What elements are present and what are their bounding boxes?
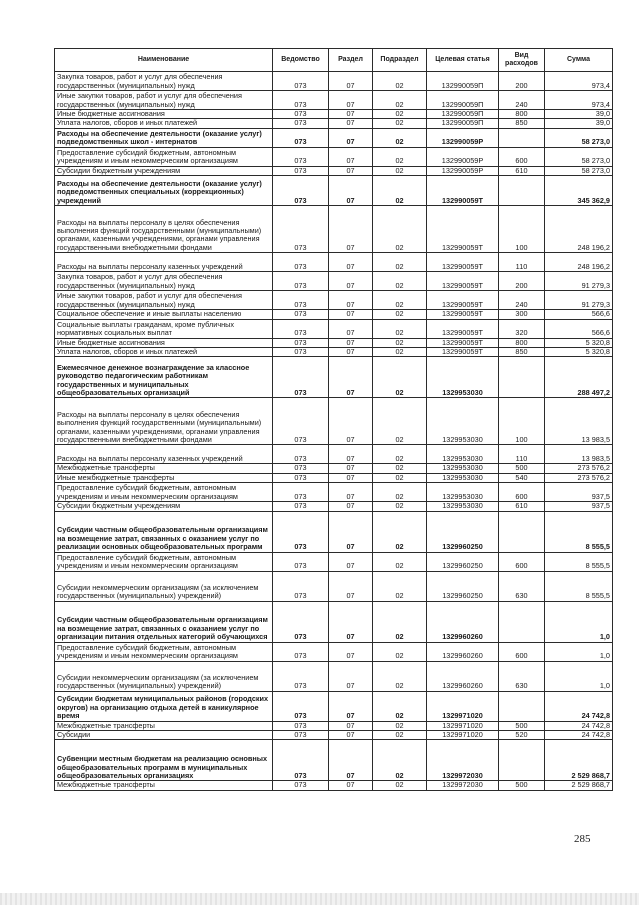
row-subsection: 02 (373, 338, 427, 347)
row-ministry: 073 (273, 166, 329, 175)
row-sum: 973,4 (545, 91, 613, 110)
row-target-article: 1329953030 (427, 445, 499, 464)
row-target-article: 1329960260 (427, 661, 499, 691)
row-section: 07 (329, 398, 373, 445)
row-subsection: 02 (373, 291, 427, 310)
row-ministry: 073 (273, 348, 329, 357)
row-name: Уплата налогов, сборов и иных платежей (55, 348, 273, 357)
row-sum: 1,0 (545, 601, 613, 642)
table-row (55, 571, 613, 601)
row-expense-type: 110 (499, 253, 545, 272)
table-row (55, 119, 613, 128)
row-subsection: 02 (373, 601, 427, 642)
row-target-article: 1329953030 (427, 502, 499, 511)
row-target-article: 1329971020 (427, 731, 499, 740)
row-section: 07 (329, 601, 373, 642)
row-name: Социальное обеспечение и иные выплаты населению (55, 310, 273, 319)
row-subsection: 02 (373, 253, 427, 272)
row-target-article: 1329972030 (427, 781, 499, 790)
row-section: 07 (329, 128, 373, 147)
row-section: 07 (329, 348, 373, 357)
row-name: Расходы на обеспечение деятельности (оказание услуг) подведомственных специальных (коррекционных) учреждений (55, 176, 273, 206)
row-subsection: 02 (373, 445, 427, 464)
row-expense-type: 110 (499, 445, 545, 464)
row-expense-type: 610 (499, 166, 545, 175)
row-ministry: 073 (273, 464, 329, 473)
row-target-article: 132990059Т (427, 206, 499, 253)
row-target-article: 132990059Т (427, 348, 499, 357)
row-ministry: 073 (273, 445, 329, 464)
row-sum: 2 529 868,7 (545, 781, 613, 790)
table-row (55, 511, 613, 552)
row-name: Предоставление субсидий бюджетным, автономным учреждениям и иным некоммерческим организациям (55, 552, 273, 571)
row-subsection: 02 (373, 176, 427, 206)
row-name: Субсидии некоммерческим организациям (за исключением государственных (муниципальных) учреждений) (55, 571, 273, 601)
row-name: Субвенции местным бюджетам на реализацию основных общеобразовательных программ в муниципальных общеобразовательных организациях (55, 740, 273, 781)
row-target-article: 132990059Т (427, 319, 499, 338)
row-sum: 13 983,5 (545, 398, 613, 445)
table-row (55, 166, 613, 175)
table-row (55, 310, 613, 319)
table-row (55, 357, 613, 398)
row-section: 07 (329, 721, 373, 730)
row-subsection: 02 (373, 319, 427, 338)
row-name: Иные бюджетные ассигнования (55, 338, 273, 347)
row-subsection: 02 (373, 119, 427, 128)
row-target-article: 132990059П (427, 110, 499, 119)
row-name: Субсидии бюджетам муниципальных районов (городских округов) на организацию отдыха детей в каникулярное время (55, 691, 273, 721)
row-sum: 5 320,8 (545, 338, 613, 347)
row-name: Закупка товаров, работ и услуг для обеспечения государственных (муниципальных) нужд (55, 272, 273, 291)
row-expense-type (499, 176, 545, 206)
table-row (55, 740, 613, 781)
row-sum: 288 497,2 (545, 357, 613, 398)
table-row (55, 721, 613, 730)
row-expense-type (499, 601, 545, 642)
row-name: Субсидии частным общеобразовательным организациям на возмещение затрат, связанных с оказанием услуг по организации питания отдельных категорий обучающихся (55, 601, 273, 642)
row-section: 07 (329, 502, 373, 511)
row-expense-type: 200 (499, 72, 545, 91)
row-target-article: 1329953030 (427, 473, 499, 482)
row-section: 07 (329, 110, 373, 119)
table-row (55, 291, 613, 310)
row-target-article: 1329960250 (427, 552, 499, 571)
row-name: Иные бюджетные ассигнования (55, 110, 273, 119)
row-ministry: 073 (273, 781, 329, 790)
row-ministry: 073 (273, 740, 329, 781)
row-target-article: 1329972030 (427, 740, 499, 781)
row-ministry: 073 (273, 502, 329, 511)
row-subsection: 02 (373, 464, 427, 473)
row-expense-type: 240 (499, 91, 545, 110)
row-ministry: 073 (273, 310, 329, 319)
row-sum: 5 320,8 (545, 348, 613, 357)
row-name: Субсидии некоммерческим организациям (за исключением государственных (муниципальных) учреждений) (55, 661, 273, 691)
row-expense-type (499, 357, 545, 398)
row-section: 07 (329, 661, 373, 691)
row-ministry: 073 (273, 319, 329, 338)
row-name: Иные закупки товаров, работ и услуг для обеспечения государственных (муниципальных) нужд (55, 291, 273, 310)
row-expense-type: 850 (499, 119, 545, 128)
row-subsection: 02 (373, 731, 427, 740)
row-name: Расходы на выплаты персоналу казенных учреждений (55, 445, 273, 464)
row-ministry: 073 (273, 91, 329, 110)
row-ministry: 073 (273, 357, 329, 398)
header-name: Наименование (55, 49, 273, 72)
row-ministry: 073 (273, 291, 329, 310)
row-ministry: 073 (273, 721, 329, 730)
row-ministry: 073 (273, 642, 329, 661)
row-name: Расходы на выплаты персоналу в целях обеспечения выполнения функций государственными (муниципальными) органами, казенными учреждениями, органами управления государственными внебюджетными фондами (55, 206, 273, 253)
row-subsection: 02 (373, 721, 427, 730)
scan-edge (0, 893, 639, 905)
row-ministry: 073 (273, 119, 329, 128)
table-row (55, 552, 613, 571)
row-expense-type: 850 (499, 348, 545, 357)
table-header-row (55, 49, 613, 72)
row-ministry: 073 (273, 483, 329, 502)
table-row (55, 319, 613, 338)
row-subsection: 02 (373, 552, 427, 571)
row-sum: 39,0 (545, 110, 613, 119)
row-ministry: 073 (273, 691, 329, 721)
row-name: Межбюджетные трансферты (55, 464, 273, 473)
header-section: Раздел (329, 49, 373, 72)
row-expense-type: 610 (499, 502, 545, 511)
row-sum: 973,4 (545, 72, 613, 91)
row-sum: 248 196,2 (545, 253, 613, 272)
row-sum: 58 273,0 (545, 166, 613, 175)
row-expense-type: 520 (499, 731, 545, 740)
row-subsection: 02 (373, 206, 427, 253)
row-target-article: 132990059Т (427, 310, 499, 319)
row-subsection: 02 (373, 91, 427, 110)
row-subsection: 02 (373, 72, 427, 91)
header-expense-type: Вид расходов (499, 49, 545, 72)
row-ministry: 073 (273, 601, 329, 642)
row-section: 07 (329, 119, 373, 128)
header-subsection: Подраздел (373, 49, 427, 72)
row-name: Предоставление субсидий бюджетным, автономным учреждениям и иным некоммерческим организациям (55, 483, 273, 502)
budget-table (54, 48, 613, 791)
row-subsection: 02 (373, 128, 427, 147)
row-target-article: 132990059Р (427, 166, 499, 175)
row-sum: 273 576,2 (545, 473, 613, 482)
table-row (55, 272, 613, 291)
row-target-article: 132990059Т (427, 176, 499, 206)
row-target-article: 132990059П (427, 72, 499, 91)
row-section: 07 (329, 272, 373, 291)
page-number: 285 (574, 833, 591, 845)
row-sum: 248 196,2 (545, 206, 613, 253)
row-target-article: 1329953030 (427, 357, 499, 398)
row-section: 07 (329, 464, 373, 473)
row-subsection: 02 (373, 571, 427, 601)
table-row (55, 206, 613, 253)
row-subsection: 02 (373, 357, 427, 398)
row-name: Предоставление субсидий бюджетным, автономным учреждениям и иным некоммерческим организациям (55, 642, 273, 661)
row-subsection: 02 (373, 483, 427, 502)
row-name: Социальные выплаты гражданам, кроме публичных нормативных социальных выплат (55, 319, 273, 338)
row-expense-type (499, 511, 545, 552)
table-row (55, 398, 613, 445)
row-sum: 13 983,5 (545, 445, 613, 464)
row-sum: 2 529 868,7 (545, 740, 613, 781)
row-expense-type: 800 (499, 338, 545, 347)
row-name: Расходы на выплаты персоналу казенных учреждений (55, 253, 273, 272)
row-section: 07 (329, 72, 373, 91)
row-target-article: 1329971020 (427, 721, 499, 730)
table-row (55, 110, 613, 119)
row-expense-type: 600 (499, 483, 545, 502)
row-section: 07 (329, 166, 373, 175)
row-expense-type: 500 (499, 721, 545, 730)
row-expense-type: 300 (499, 310, 545, 319)
row-section: 07 (329, 357, 373, 398)
table-row (55, 473, 613, 482)
row-target-article: 132990059П (427, 91, 499, 110)
row-subsection: 02 (373, 781, 427, 790)
table-row (55, 253, 613, 272)
row-name: Субсидии (55, 731, 273, 740)
row-target-article: 1329960250 (427, 571, 499, 601)
row-section: 07 (329, 552, 373, 571)
row-sum: 39,0 (545, 119, 613, 128)
row-name: Иные межбюджетные трансферты (55, 473, 273, 482)
row-ministry: 073 (273, 272, 329, 291)
row-section: 07 (329, 319, 373, 338)
row-subsection: 02 (373, 110, 427, 119)
row-sum: 1,0 (545, 642, 613, 661)
row-ministry: 073 (273, 110, 329, 119)
table-row (55, 348, 613, 357)
row-expense-type: 600 (499, 147, 545, 166)
row-subsection: 02 (373, 473, 427, 482)
row-ministry: 073 (273, 398, 329, 445)
row-name: Расходы на обеспечение деятельности (оказание услуг) подведомственных школ - интернатов (55, 128, 273, 147)
table-row (55, 642, 613, 661)
row-sum: 58 273,0 (545, 128, 613, 147)
row-target-article: 132990059П (427, 119, 499, 128)
row-section: 07 (329, 291, 373, 310)
row-name: Предоставление субсидий бюджетным, автономным учреждениям и иным некоммерческим организациям (55, 147, 273, 166)
row-subsection: 02 (373, 502, 427, 511)
row-section: 07 (329, 731, 373, 740)
row-name: Субсидии частным общеобразовательным организациям на возмещение затрат, связанных с оказанием услуг по реализации основных общеобразовательных программ (55, 511, 273, 552)
row-sum: 566,6 (545, 310, 613, 319)
row-name: Межбюджетные трансферты (55, 781, 273, 790)
row-name: Межбюджетные трансферты (55, 721, 273, 730)
row-name: Уплата налогов, сборов и иных платежей (55, 119, 273, 128)
row-section: 07 (329, 91, 373, 110)
row-sum: 8 555,5 (545, 552, 613, 571)
row-expense-type: 200 (499, 272, 545, 291)
row-target-article: 132990059Р (427, 147, 499, 166)
row-subsection: 02 (373, 348, 427, 357)
row-section: 07 (329, 206, 373, 253)
row-target-article: 1329953030 (427, 464, 499, 473)
row-section: 07 (329, 781, 373, 790)
row-expense-type: 630 (499, 571, 545, 601)
row-name: Субсидии бюджетным учреждениям (55, 502, 273, 511)
table-row (55, 781, 613, 790)
table-row (55, 483, 613, 502)
row-expense-type: 100 (499, 206, 545, 253)
row-ministry: 073 (273, 731, 329, 740)
row-section: 07 (329, 483, 373, 502)
table-row (55, 661, 613, 691)
table-row (55, 72, 613, 91)
row-expense-type (499, 128, 545, 147)
row-ministry: 073 (273, 473, 329, 482)
row-ministry: 073 (273, 206, 329, 253)
row-name: Ежемесячное денежное вознаграждение за классное руководство педагогическим работникам государственных и муниципальных общеобразовательных организаций (55, 357, 273, 398)
row-section: 07 (329, 147, 373, 166)
table-row (55, 601, 613, 642)
table-row (55, 147, 613, 166)
row-section: 07 (329, 511, 373, 552)
row-sum: 1,0 (545, 661, 613, 691)
row-ministry: 073 (273, 338, 329, 347)
row-section: 07 (329, 445, 373, 464)
row-expense-type (499, 740, 545, 781)
row-target-article: 1329960260 (427, 601, 499, 642)
row-name: Закупка товаров, работ и услуг для обеспечения государственных (муниципальных) нужд (55, 72, 273, 91)
row-target-article: 132990059Т (427, 253, 499, 272)
row-target-article: 1329953030 (427, 483, 499, 502)
table-row (55, 691, 613, 721)
row-ministry: 073 (273, 661, 329, 691)
row-expense-type: 240 (499, 291, 545, 310)
row-section: 07 (329, 310, 373, 319)
row-sum: 8 555,5 (545, 571, 613, 601)
header-ministry: Ведомство (273, 49, 329, 72)
row-subsection: 02 (373, 642, 427, 661)
row-subsection: 02 (373, 310, 427, 319)
row-target-article: 132990059Т (427, 338, 499, 347)
table-row (55, 731, 613, 740)
row-target-article: 1329960250 (427, 511, 499, 552)
row-section: 07 (329, 571, 373, 601)
row-section: 07 (329, 691, 373, 721)
row-expense-type: 600 (499, 642, 545, 661)
row-sum: 91 279,3 (545, 272, 613, 291)
row-subsection: 02 (373, 691, 427, 721)
row-expense-type: 540 (499, 473, 545, 482)
table-row (55, 502, 613, 511)
row-sum: 8 555,5 (545, 511, 613, 552)
row-ministry: 073 (273, 511, 329, 552)
row-sum: 345 362,9 (545, 176, 613, 206)
row-expense-type: 600 (499, 552, 545, 571)
row-section: 07 (329, 642, 373, 661)
row-section: 07 (329, 338, 373, 347)
row-section: 07 (329, 176, 373, 206)
row-expense-type: 800 (499, 110, 545, 119)
row-target-article: 1329971020 (427, 691, 499, 721)
row-name: Иные закупки товаров, работ и услуг для обеспечения государственных (муниципальных) нужд (55, 91, 273, 110)
row-section: 07 (329, 253, 373, 272)
row-expense-type: 500 (499, 781, 545, 790)
row-target-article: 132990059Р (427, 128, 499, 147)
row-name: Субсидии бюджетным учреждениям (55, 166, 273, 175)
row-name: Расходы на выплаты персоналу в целях обеспечения выполнения функций государственными (муниципальными) органами, казенными учреждениями, органами управления государственными внебюджетными фондами (55, 398, 273, 445)
row-sum: 24 742,8 (545, 691, 613, 721)
row-ministry: 073 (273, 72, 329, 91)
row-target-article: 1329953030 (427, 398, 499, 445)
row-ministry: 073 (273, 176, 329, 206)
row-section: 07 (329, 740, 373, 781)
header-target-article: Целевая статья (427, 49, 499, 72)
row-subsection: 02 (373, 511, 427, 552)
row-section: 07 (329, 473, 373, 482)
table-row (55, 338, 613, 347)
row-target-article: 1329960260 (427, 642, 499, 661)
row-sum: 24 742,8 (545, 721, 613, 730)
row-ministry: 073 (273, 552, 329, 571)
table-row (55, 176, 613, 206)
row-ministry: 073 (273, 253, 329, 272)
row-sum: 937,5 (545, 483, 613, 502)
row-expense-type: 500 (499, 464, 545, 473)
table-row (55, 91, 613, 110)
row-subsection: 02 (373, 740, 427, 781)
table-row (55, 464, 613, 473)
row-sum: 937,5 (545, 502, 613, 511)
row-subsection: 02 (373, 166, 427, 175)
row-sum: 566,6 (545, 319, 613, 338)
row-expense-type (499, 691, 545, 721)
row-subsection: 02 (373, 272, 427, 291)
row-subsection: 02 (373, 398, 427, 445)
row-subsection: 02 (373, 147, 427, 166)
row-expense-type: 320 (499, 319, 545, 338)
row-sum: 58 273,0 (545, 147, 613, 166)
row-ministry: 073 (273, 128, 329, 147)
header-sum: Сумма (545, 49, 613, 72)
row-ministry: 073 (273, 147, 329, 166)
row-sum: 24 742,8 (545, 731, 613, 740)
table-row (55, 128, 613, 147)
row-expense-type: 630 (499, 661, 545, 691)
row-expense-type: 100 (499, 398, 545, 445)
row-target-article: 132990059Т (427, 272, 499, 291)
row-target-article: 132990059Т (427, 291, 499, 310)
row-subsection: 02 (373, 661, 427, 691)
row-sum: 91 279,3 (545, 291, 613, 310)
table-body (55, 72, 613, 791)
row-ministry: 073 (273, 571, 329, 601)
row-sum: 273 576,2 (545, 464, 613, 473)
table-row (55, 445, 613, 464)
